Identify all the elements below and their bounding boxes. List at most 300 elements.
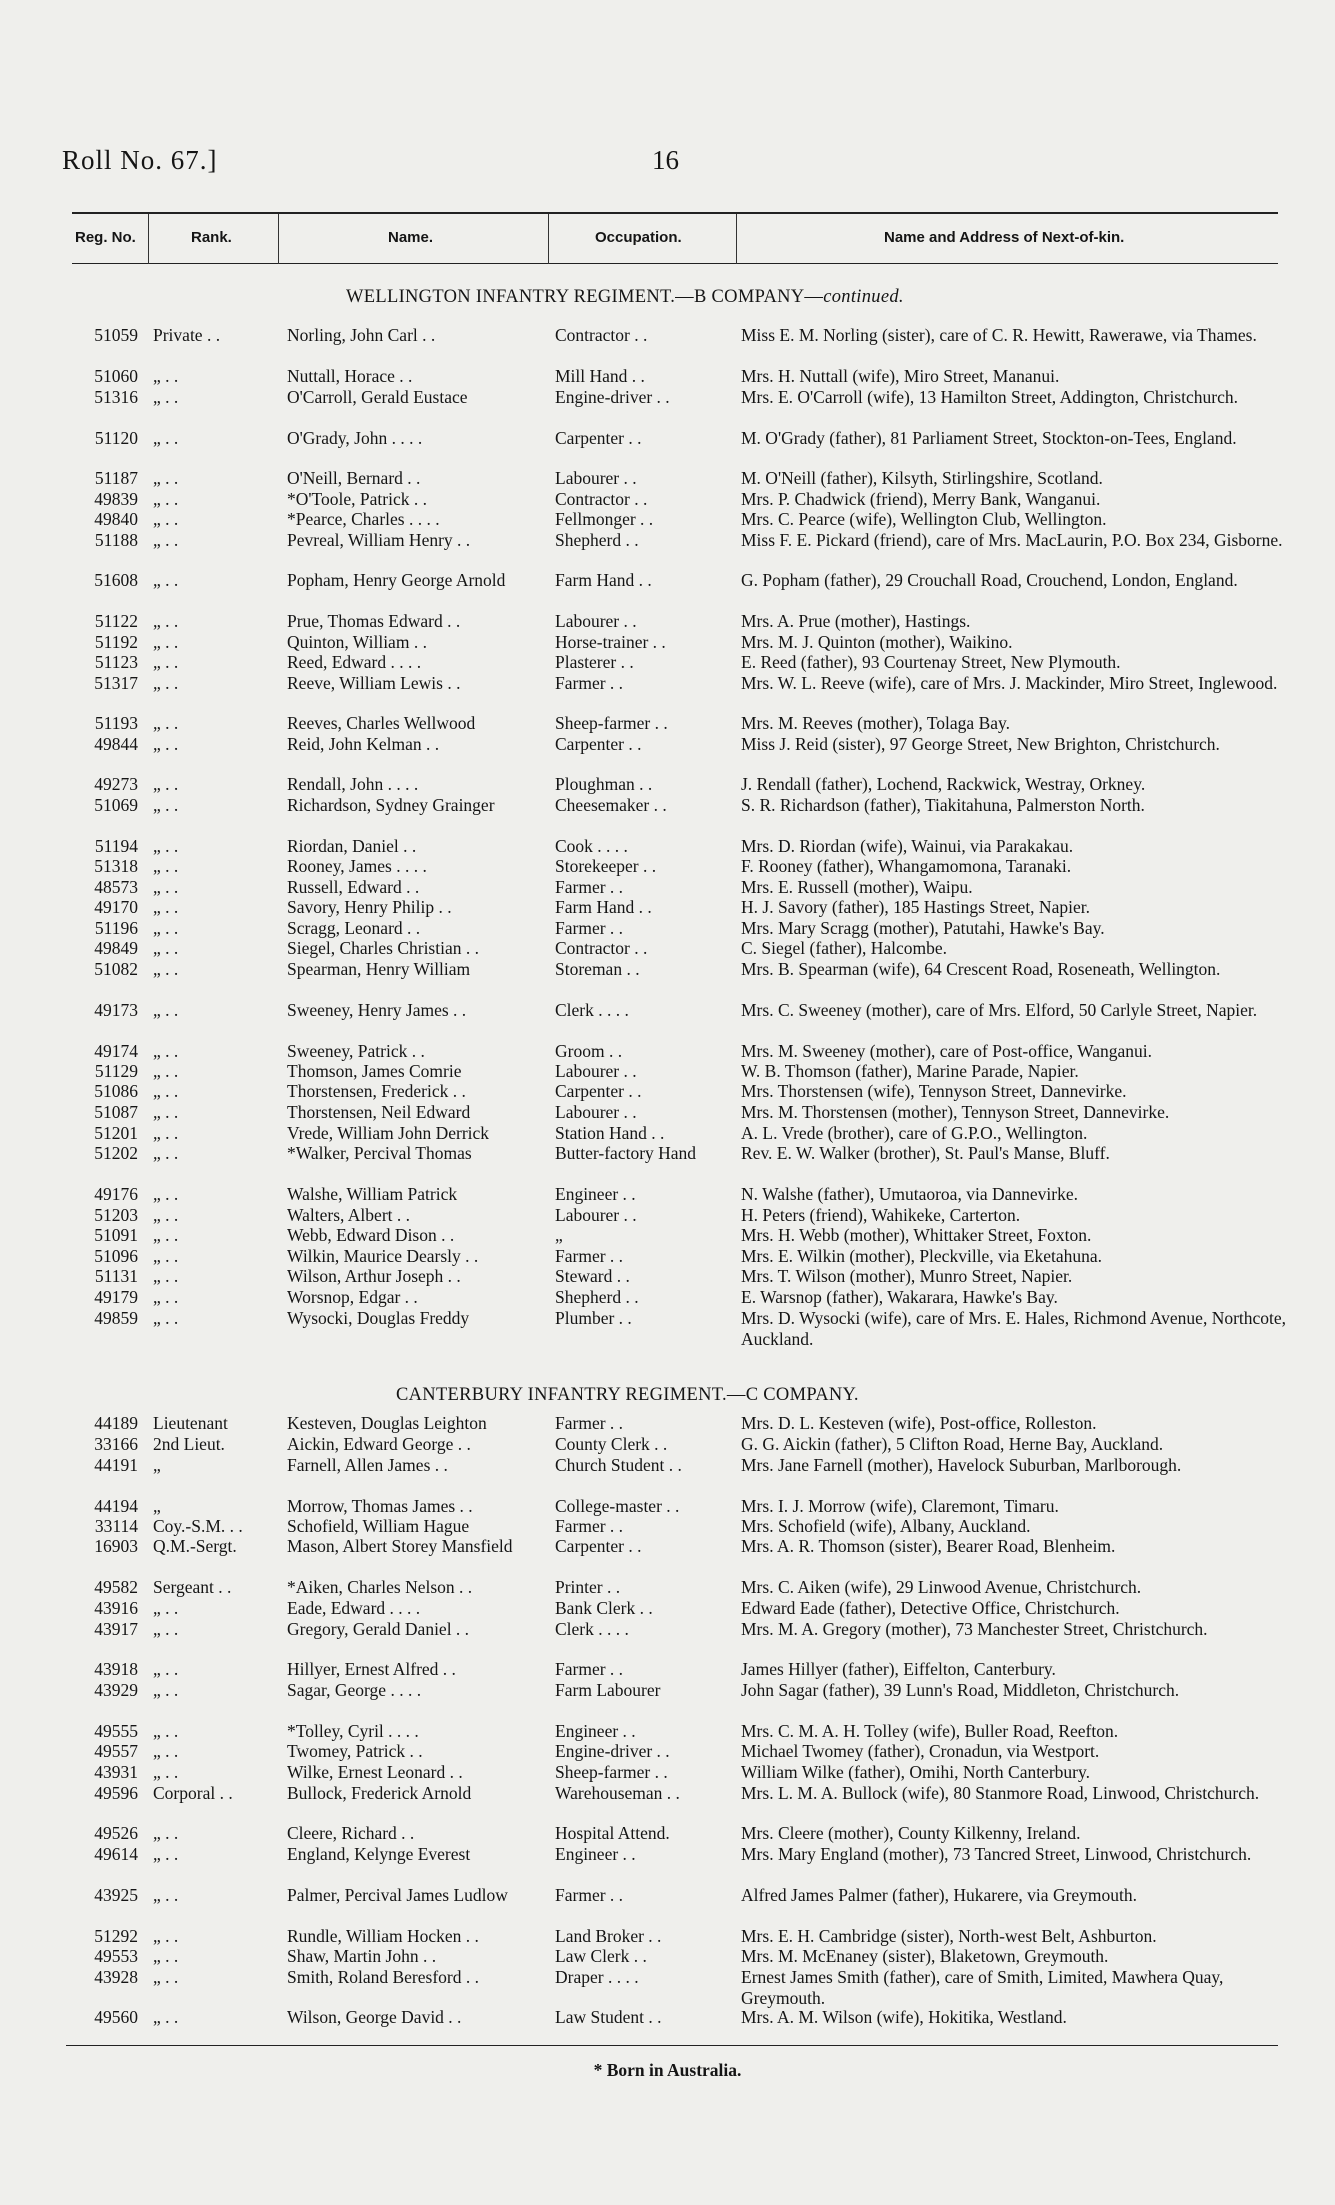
rank: „ . . [153, 489, 179, 509]
next-of-kin: Mrs. A. M. Wilson (wife), Hokitika, Westland. [741, 2007, 1067, 2027]
rank: „ . . [153, 1287, 179, 1307]
occupation: „ [555, 1225, 563, 1245]
rank: „ . . [153, 611, 179, 631]
reg-number: 51086 [94, 1081, 138, 1101]
reg-number: 51096 [94, 1246, 138, 1266]
next-of-kin: F. Rooney (father), Whangamomona, Taranaki. [741, 856, 1072, 876]
occupation: Farmer . . [555, 673, 624, 693]
reg-number: 51203 [94, 1205, 138, 1225]
rank: „ . . [153, 2007, 179, 2027]
rank: „ . . [153, 570, 179, 590]
rank: „ . . [153, 468, 179, 488]
soldier-name: Bullock, Frederick Arnold [287, 1783, 472, 1803]
rank: „ . . [153, 1246, 179, 1266]
rank: „ . . [153, 632, 179, 652]
occupation: Sheep-farmer . . [555, 1762, 668, 1782]
reg-number: 51122 [94, 611, 138, 631]
soldier-name: Schofield, William Hague [287, 1516, 470, 1536]
reg-number: 51187 [94, 468, 138, 488]
occupation: County Clerk . . [555, 1434, 668, 1454]
soldier-name: Spearman, Henry William [287, 959, 471, 979]
reg-number: 49560 [94, 2007, 138, 2027]
rank: „ . . [153, 1946, 179, 1966]
column-header-kin: Name and Address of Next-of-kin. [884, 229, 1125, 246]
soldier-name: Richardson, Sydney Grainger [287, 795, 495, 815]
next-of-kin: Miss F. E. Pickard (friend), care of Mrs. MacLaurin, P.O. Box 234, Gisborne. [741, 530, 1283, 550]
next-of-kin: Mrs. H. Nuttall (wife), Miro Street, Mananui. [741, 366, 1060, 386]
occupation: Groom . . [555, 1041, 623, 1061]
rank: „ [153, 1455, 161, 1475]
next-of-kin: Mrs. P. Chadwick (friend), Merry Bank, Wanganui. [741, 489, 1101, 509]
rank: Corporal . . [153, 1783, 233, 1803]
reg-number: 49176 [94, 1184, 138, 1204]
next-of-kin: Mrs. Mary Scragg (mother), Patutahi, Hawke's Bay. [741, 918, 1105, 938]
reg-number: 49173 [94, 1000, 138, 1020]
rank: „ . . [153, 1205, 179, 1225]
soldier-name: Smith, Roland Beresford . . [287, 1967, 479, 1987]
next-of-kin: Edward Eade (father), Detective Office, Christchurch. [741, 1598, 1120, 1618]
soldier-name: Cleere, Richard . . [287, 1823, 415, 1843]
reg-number: 44191 [94, 1455, 138, 1475]
rank: „ . . [153, 1721, 179, 1741]
next-of-kin: Mrs. M. A. Gregory (mother), 73 Manchester Street, Christchurch. [741, 1619, 1208, 1639]
occupation: Engine-driver . . [555, 387, 670, 407]
reg-number: 51123 [94, 652, 138, 672]
occupation: Farmer . . [555, 877, 624, 897]
reg-number: 43925 [94, 1885, 138, 1905]
next-of-kin: Mrs. T. Wilson (mother), Munro Street, Napier. [741, 1266, 1073, 1286]
rank: „ . . [153, 897, 179, 917]
rank: „ . . [153, 1266, 179, 1286]
occupation: Contractor . . [555, 938, 648, 958]
rank: „ . . [153, 1184, 179, 1204]
soldier-name: Gregory, Gerald Daniel . . [287, 1619, 470, 1639]
soldier-name: Sagar, George . . . . [287, 1680, 422, 1700]
next-of-kin: Mrs. C. M. A. H. Tolley (wife), Buller Road, Reefton. [741, 1721, 1119, 1741]
next-of-kin: Ernest James Smith (father), care of Smith, Limited, Mawhera Quay, Greymouth. [741, 1967, 1224, 2008]
rank: Q.M.-Sergt. [153, 1536, 237, 1556]
rank: „ . . [153, 1680, 179, 1700]
soldier-name: Palmer, Percival James Ludlow [287, 1885, 508, 1905]
occupation: Contractor . . [555, 325, 648, 345]
rank: „ . . [153, 938, 179, 958]
rank: „ . . [153, 774, 179, 794]
soldier-name: Russell, Edward . . [287, 877, 420, 897]
occupation: Horse-trainer . . [555, 632, 666, 652]
next-of-kin: Mrs. E. Wilkin (mother), Pleckville, via Eketahuna. [741, 1246, 1103, 1266]
rank: Coy.-S.M. . . [153, 1516, 243, 1536]
section-title-text: CANTERBURY INFANTRY REGIMENT.—C COMPANY. [396, 1385, 859, 1405]
soldier-name: Sweeney, Patrick . . [287, 1041, 425, 1061]
column-divider [548, 214, 549, 264]
next-of-kin: Michael Twomey (father), Cronadun, via Westport. [741, 1741, 1100, 1761]
soldier-name: Pevreal, William Henry . . [287, 530, 471, 550]
rank: „ . . [153, 795, 179, 815]
soldier-name: Riordan, Daniel . . [287, 836, 417, 856]
occupation: Fellmonger . . [555, 509, 654, 529]
occupation: Printer . . [555, 1577, 621, 1597]
rank: „ . . [153, 1225, 179, 1245]
reg-number: 51317 [94, 673, 138, 693]
occupation: Shepherd . . [555, 1287, 639, 1307]
occupation: Farmer . . [555, 1659, 624, 1679]
soldier-name: Prue, Thomas Edward . . [287, 611, 461, 631]
soldier-name: *O'Toole, Patrick . . [287, 489, 427, 509]
next-of-kin: Mrs. H. Webb (mother), Whittaker Street, Foxton. [741, 1225, 1092, 1245]
column-header-reg: Reg. No. [75, 229, 136, 246]
next-of-kin: Mrs. M. McEnaney (sister), Blaketown, Greymouth. [741, 1946, 1109, 1966]
next-of-kin: Mrs. I. J. Morrow (wife), Claremont, Timaru. [741, 1496, 1059, 1516]
reg-number: 49844 [94, 734, 138, 754]
soldier-name: Reid, John Kelman . . [287, 734, 440, 754]
occupation: Farmer . . [555, 1885, 624, 1905]
rank: 2nd Lieut. [153, 1434, 225, 1454]
rank: „ . . [153, 673, 179, 693]
rank: „ . . [153, 1844, 179, 1864]
next-of-kin: Miss J. Reid (sister), 97 George Street, New Brighton, Christchurch. [741, 734, 1220, 754]
next-of-kin: Mrs. C. Sweeney (mother), care of Mrs. Elford, 50 Carlyle Street, Napier. [741, 1000, 1258, 1020]
occupation: Church Student . . [555, 1455, 682, 1475]
occupation: Farmer . . [555, 1246, 624, 1266]
rank: „ . . [153, 918, 179, 938]
next-of-kin: James Hillyer (father), Eiffelton, Canterbury. [741, 1659, 1056, 1679]
soldier-name: Siegel, Charles Christian . . [287, 938, 479, 958]
rank: „ . . [153, 1619, 179, 1639]
soldier-name: Scragg, Leonard . . [287, 918, 421, 938]
occupation: Engineer . . [555, 1721, 636, 1741]
occupation: Station Hand . . [555, 1123, 665, 1143]
next-of-kin: Mrs. M. Sweeney (mother), care of Post-office, Wanganui. [741, 1041, 1153, 1061]
next-of-kin: E. Reed (father), 93 Courtenay Street, New Plymouth. [741, 652, 1121, 672]
reg-number: 51202 [94, 1143, 138, 1163]
soldier-name: Sweeney, Henry James . . [287, 1000, 467, 1020]
occupation: Farmer . . [555, 1413, 624, 1433]
next-of-kin: Mrs. M. Reeves (mother), Tolaga Bay. [741, 713, 1010, 733]
soldier-name: Thorstensen, Frederick . . [287, 1081, 466, 1101]
rank: „ . . [153, 428, 179, 448]
next-of-kin: Mrs. B. Spearman (wife), 64 Crescent Road, Roseneath, Wellington. [741, 959, 1221, 979]
reg-number: 49273 [94, 774, 138, 794]
rank: „ . . [153, 877, 179, 897]
occupation: Draper . . . . [555, 1967, 639, 1987]
occupation: Bank Clerk . . [555, 1598, 653, 1618]
next-of-kin: William Wilke (father), Omihi, North Canterbury. [741, 1762, 1090, 1782]
reg-number: 43916 [94, 1598, 138, 1618]
reg-number: 51091 [94, 1225, 138, 1245]
next-of-kin: G. G. Aickin (father), 5 Clifton Road, Herne Bay, Auckland. [741, 1434, 1164, 1454]
reg-number: 33166 [94, 1434, 138, 1454]
column-header-rank: Rank. [191, 229, 232, 246]
occupation: Sheep-farmer . . [555, 713, 668, 733]
soldier-name: Twomey, Patrick . . [287, 1741, 423, 1761]
occupation: Cook . . . . [555, 836, 628, 856]
rank: „ . . [153, 734, 179, 754]
reg-number: 51059 [94, 325, 138, 345]
reg-number: 43929 [94, 1680, 138, 1700]
occupation: Carpenter . . [555, 1081, 642, 1101]
rank: „ . . [153, 387, 179, 407]
reg-number: 49596 [94, 1783, 138, 1803]
reg-number: 49849 [94, 938, 138, 958]
rank: „ . . [153, 1926, 179, 1946]
next-of-kin: Mrs. L. M. A. Bullock (wife), 80 Stanmore Road, Linwood, Christchurch. [741, 1783, 1260, 1803]
soldier-name: Nuttall, Horace . . [287, 366, 413, 386]
reg-number: 51316 [94, 387, 138, 407]
occupation: Carpenter . . [555, 1536, 642, 1556]
reg-number: 16903 [94, 1536, 138, 1556]
occupation: Land Broker . . [555, 1926, 662, 1946]
next-of-kin: Mrs. C. Aiken (wife), 29 Linwood Avenue, Christchurch. [741, 1577, 1142, 1597]
reg-number: 48573 [94, 877, 138, 897]
reg-number: 49840 [94, 509, 138, 529]
rank: „ . . [153, 1041, 179, 1061]
occupation: Contractor . . [555, 489, 648, 509]
soldier-name: Wilkin, Maurice Dearsly . . [287, 1246, 479, 1266]
next-of-kin: Mrs. M. J. Quinton (mother), Waikino. [741, 632, 1013, 652]
header-bottom-rule [72, 263, 1278, 264]
occupation: Clerk . . . . [555, 1619, 629, 1639]
reg-number: 51087 [94, 1102, 138, 1122]
column-divider [148, 214, 149, 264]
occupation: Storeman . . [555, 959, 640, 979]
reg-number: 51292 [94, 1926, 138, 1946]
reg-number: 51194 [94, 836, 138, 856]
soldier-name: *Tolley, Cyril . . . . [287, 1721, 419, 1741]
rank: „ . . [153, 1823, 179, 1843]
reg-number: 49179 [94, 1287, 138, 1307]
reg-number: 49582 [94, 1577, 138, 1597]
next-of-kin: M. O'Neill (father), Kilsyth, Stirlingshire, Scotland. [741, 468, 1103, 488]
reg-number: 44194 [94, 1496, 138, 1516]
next-of-kin: C. Siegel (father), Halcombe. [741, 938, 948, 958]
rank: „ . . [153, 1967, 179, 1987]
reg-number: 43931 [94, 1762, 138, 1782]
occupation: Labourer . . [555, 611, 637, 631]
reg-number: 51201 [94, 1123, 138, 1143]
occupation: Hospital Attend. [555, 1823, 670, 1843]
soldier-name: Mason, Albert Storey Mansfield [287, 1536, 513, 1556]
soldier-name: Aickin, Edward George . . [287, 1434, 471, 1454]
rank: „ . . [153, 1123, 179, 1143]
section-title-text: WELLINGTON INFANTRY REGIMENT.—B COMPANY— [346, 287, 824, 307]
next-of-kin: Miss E. M. Norling (sister), care of C. R. Hewitt, Rawerawe, via Thames. [741, 325, 1257, 345]
reg-number: 51069 [94, 795, 138, 815]
occupation: Labourer . . [555, 1061, 637, 1081]
rank: „ . . [153, 713, 179, 733]
next-of-kin: Mrs. Schofield (wife), Albany, Auckland. [741, 1516, 1031, 1536]
rank: „ . . [153, 1081, 179, 1101]
occupation: Farmer . . [555, 918, 624, 938]
soldier-name: Kesteven, Douglas Leighton [287, 1413, 487, 1433]
rank: „ . . [153, 1143, 179, 1163]
rank: „ . . [153, 1000, 179, 1020]
reg-number: 49614 [94, 1844, 138, 1864]
next-of-kin: John Sagar (father), 39 Lunn's Road, Middleton, Christchurch. [741, 1680, 1180, 1700]
next-of-kin: Mrs. Thorstensen (wife), Tennyson Street, Dannevirke. [741, 1081, 1127, 1101]
section-title [346, 287, 904, 308]
soldier-name: Webb, Edward Dison . . [287, 1225, 455, 1245]
soldier-name: Rundle, William Hocken . . [287, 1926, 479, 1946]
next-of-kin: Mrs. E. H. Cambridge (sister), North-west Belt, Ashburton. [741, 1926, 1157, 1946]
footnote: * Born in Australia. [593, 2060, 742, 2080]
next-of-kin: Mrs. A. Prue (mother), Hastings. [741, 611, 971, 631]
occupation: Steward . . [555, 1266, 630, 1286]
occupation: Ploughman . . [555, 774, 653, 794]
rank: „ . . [153, 1598, 179, 1618]
next-of-kin: Mrs. Cleere (mother), County Kilkenny, Ireland. [741, 1823, 1081, 1843]
occupation: Farmer . . [555, 1516, 624, 1536]
rank: „ . . [153, 509, 179, 529]
soldier-name: Reeves, Charles Wellwood [287, 713, 476, 733]
next-of-kin: W. B. Thomson (father), Marine Parade, Napier. [741, 1061, 1079, 1081]
soldier-name: O'Neill, Bernard . . [287, 468, 421, 488]
next-of-kin: M. O'Grady (father), 81 Parliament Street, Stockton-on-Tees, England. [741, 428, 1237, 448]
occupation: Carpenter . . [555, 428, 642, 448]
soldier-name: Walshe, William Patrick [287, 1184, 458, 1204]
soldier-name: Shaw, Martin John . . [287, 1946, 437, 1966]
soldier-name: Rendall, John . . . . [287, 774, 419, 794]
column-divider [278, 214, 279, 264]
reg-number: 49174 [94, 1041, 138, 1061]
next-of-kin: H. Peters (friend), Wahikeke, Carterton. [741, 1205, 1021, 1225]
occupation: Clerk . . . . [555, 1000, 629, 1020]
occupation: Labourer . . [555, 1102, 637, 1122]
soldier-name: *Aiken, Charles Nelson . . [287, 1577, 473, 1597]
occupation: Shepherd . . [555, 530, 639, 550]
soldier-name: Reeve, William Lewis . . [287, 673, 461, 693]
reg-number: 43918 [94, 1659, 138, 1679]
soldier-name: England, Kelynge Everest [287, 1844, 471, 1864]
next-of-kin: Mrs. A. R. Thomson (sister), Bearer Road, Blenheim. [741, 1536, 1116, 1556]
next-of-kin: Mrs. M. Thorstensen (mother), Tennyson Street, Dannevirke. [741, 1102, 1170, 1122]
occupation: Law Clerk . . [555, 1946, 647, 1966]
rank: Lieutenant [153, 1413, 228, 1433]
reg-number: 49555 [94, 1721, 138, 1741]
reg-number: 49553 [94, 1946, 138, 1966]
reg-number: 51060 [94, 366, 138, 386]
soldier-name: Wysocki, Douglas Freddy [287, 1308, 470, 1328]
rank: „ . . [153, 652, 179, 672]
soldier-name: Wilke, Ernest Leonard . . [287, 1762, 463, 1782]
occupation: College-master . . [555, 1496, 680, 1516]
next-of-kin: Mrs. E. O'Carroll (wife), 13 Hamilton Street, Addington, Christchurch. [741, 387, 1238, 407]
reg-number: 49557 [94, 1741, 138, 1761]
soldier-name: Eade, Edward . . . . [287, 1598, 421, 1618]
reg-number: 51082 [94, 959, 138, 979]
reg-number: 49839 [94, 489, 138, 509]
reg-number: 51188 [94, 530, 138, 550]
soldier-name: Farnell, Allen James . . [287, 1455, 448, 1475]
reg-number: 51192 [94, 632, 138, 652]
occupation: Storekeeper . . [555, 856, 657, 876]
reg-number: 33114 [94, 1516, 138, 1536]
rank: Sergeant . . [153, 1577, 232, 1597]
next-of-kin: A. L. Vrede (brother), care of G.P.O., Wellington. [741, 1123, 1088, 1143]
occupation: Farm Hand . . [555, 897, 652, 917]
soldier-name: Wilson, George David . . [287, 2007, 462, 2027]
footer-rule [66, 2045, 1278, 2046]
next-of-kin: N. Walshe (father), Umutaoroa, via Dannevirke. [741, 1184, 1078, 1204]
occupation: Warehouseman . . [555, 1783, 680, 1803]
soldier-name: Vrede, William John Derrick [287, 1123, 490, 1143]
soldier-name: Popham, Henry George Arnold [287, 570, 506, 590]
occupation: Law Student . . [555, 2007, 662, 2027]
next-of-kin: Mrs. D. Riordan (wife), Wainui, via Parakakau. [741, 836, 1074, 856]
soldier-name: Wilson, Arthur Joseph . . [287, 1266, 461, 1286]
reg-number: 43928 [94, 1967, 138, 1987]
rank: „ . . [153, 1762, 179, 1782]
occupation: Cheesemaker . . [555, 795, 667, 815]
rank: „ . . [153, 1061, 179, 1081]
soldier-name: Norling, John Carl . . [287, 325, 436, 345]
reg-number: 51318 [94, 856, 138, 876]
occupation: Farm Hand . . [555, 570, 652, 590]
occupation: Labourer . . [555, 468, 637, 488]
next-of-kin: Mrs. C. Pearce (wife), Wellington Club, Wellington. [741, 509, 1107, 529]
next-of-kin: S. R. Richardson (father), Tiakitahuna, Palmerston North. [741, 795, 1145, 815]
occupation: Farm Labourer [555, 1680, 661, 1700]
rank: „ . . [153, 1102, 179, 1122]
occupation: Engineer . . [555, 1844, 636, 1864]
reg-number: 51608 [94, 570, 138, 590]
soldier-name: Quinton, William . . [287, 632, 427, 652]
occupation: Carpenter . . [555, 734, 642, 754]
soldier-name: Walters, Albert . . [287, 1205, 411, 1225]
reg-number: 51129 [94, 1061, 138, 1081]
rank: „ . . [153, 366, 179, 386]
reg-number: 51196 [94, 918, 138, 938]
section-title-suffix: continued. [823, 287, 904, 307]
soldier-name: *Walker, Percival Thomas [287, 1143, 472, 1163]
reg-number: 44189 [94, 1413, 138, 1433]
roll-number: Roll No. 67.] [62, 145, 218, 175]
reg-number: 49170 [94, 897, 138, 917]
occupation: Engineer . . [555, 1184, 636, 1204]
rank: „ . . [153, 836, 179, 856]
rank: „ [153, 1496, 161, 1516]
reg-number: 51131 [94, 1266, 138, 1286]
soldier-name: Thorstensen, Neil Edward [287, 1102, 471, 1122]
rank: „ . . [153, 856, 179, 876]
occupation: Labourer . . [555, 1205, 637, 1225]
header-top-rule [72, 212, 1278, 214]
next-of-kin: Rev. E. W. Walker (brother), St. Paul's Manse, Bluff. [741, 1143, 1110, 1163]
next-of-kin: Mrs. D. L. Kesteven (wife), Post-office, Rolleston. [741, 1413, 1097, 1433]
column-header-occupation: Occupation. [595, 229, 682, 246]
reg-number: 49859 [94, 1308, 138, 1328]
next-of-kin: G. Popham (father), 29 Crouchall Road, Crouchend, London, England. [741, 570, 1238, 590]
soldier-name: Hillyer, Ernest Alfred . . [287, 1659, 456, 1679]
soldier-name: Savory, Henry Philip . . [287, 897, 452, 917]
soldier-name: Reed, Edward . . . . [287, 652, 422, 672]
occupation: Butter-factory Hand [555, 1143, 697, 1163]
next-of-kin: Mrs. E. Russell (mother), Waipu. [741, 877, 973, 897]
reg-number: 43917 [94, 1619, 138, 1639]
occupation: Plumber . . [555, 1308, 632, 1328]
reg-number: 51193 [94, 713, 138, 733]
section-title [396, 1385, 859, 1406]
column-divider [736, 214, 737, 264]
next-of-kin: Alfred James Palmer (father), Hukarere, via Greymouth. [741, 1885, 1138, 1905]
reg-number: 49526 [94, 1823, 138, 1843]
occupation: Plasterer . . [555, 652, 634, 672]
rank: Private . . [153, 325, 221, 345]
occupation: Mill Hand . . [555, 366, 645, 386]
reg-number: 51120 [94, 428, 138, 448]
next-of-kin: Mrs. Jane Farnell (mother), Havelock Suburban, Marlborough. [741, 1455, 1182, 1475]
soldier-name: O'Grady, John . . . . [287, 428, 423, 448]
next-of-kin: E. Warsnop (father), Wakarara, Hawke's Bay. [741, 1287, 1058, 1307]
